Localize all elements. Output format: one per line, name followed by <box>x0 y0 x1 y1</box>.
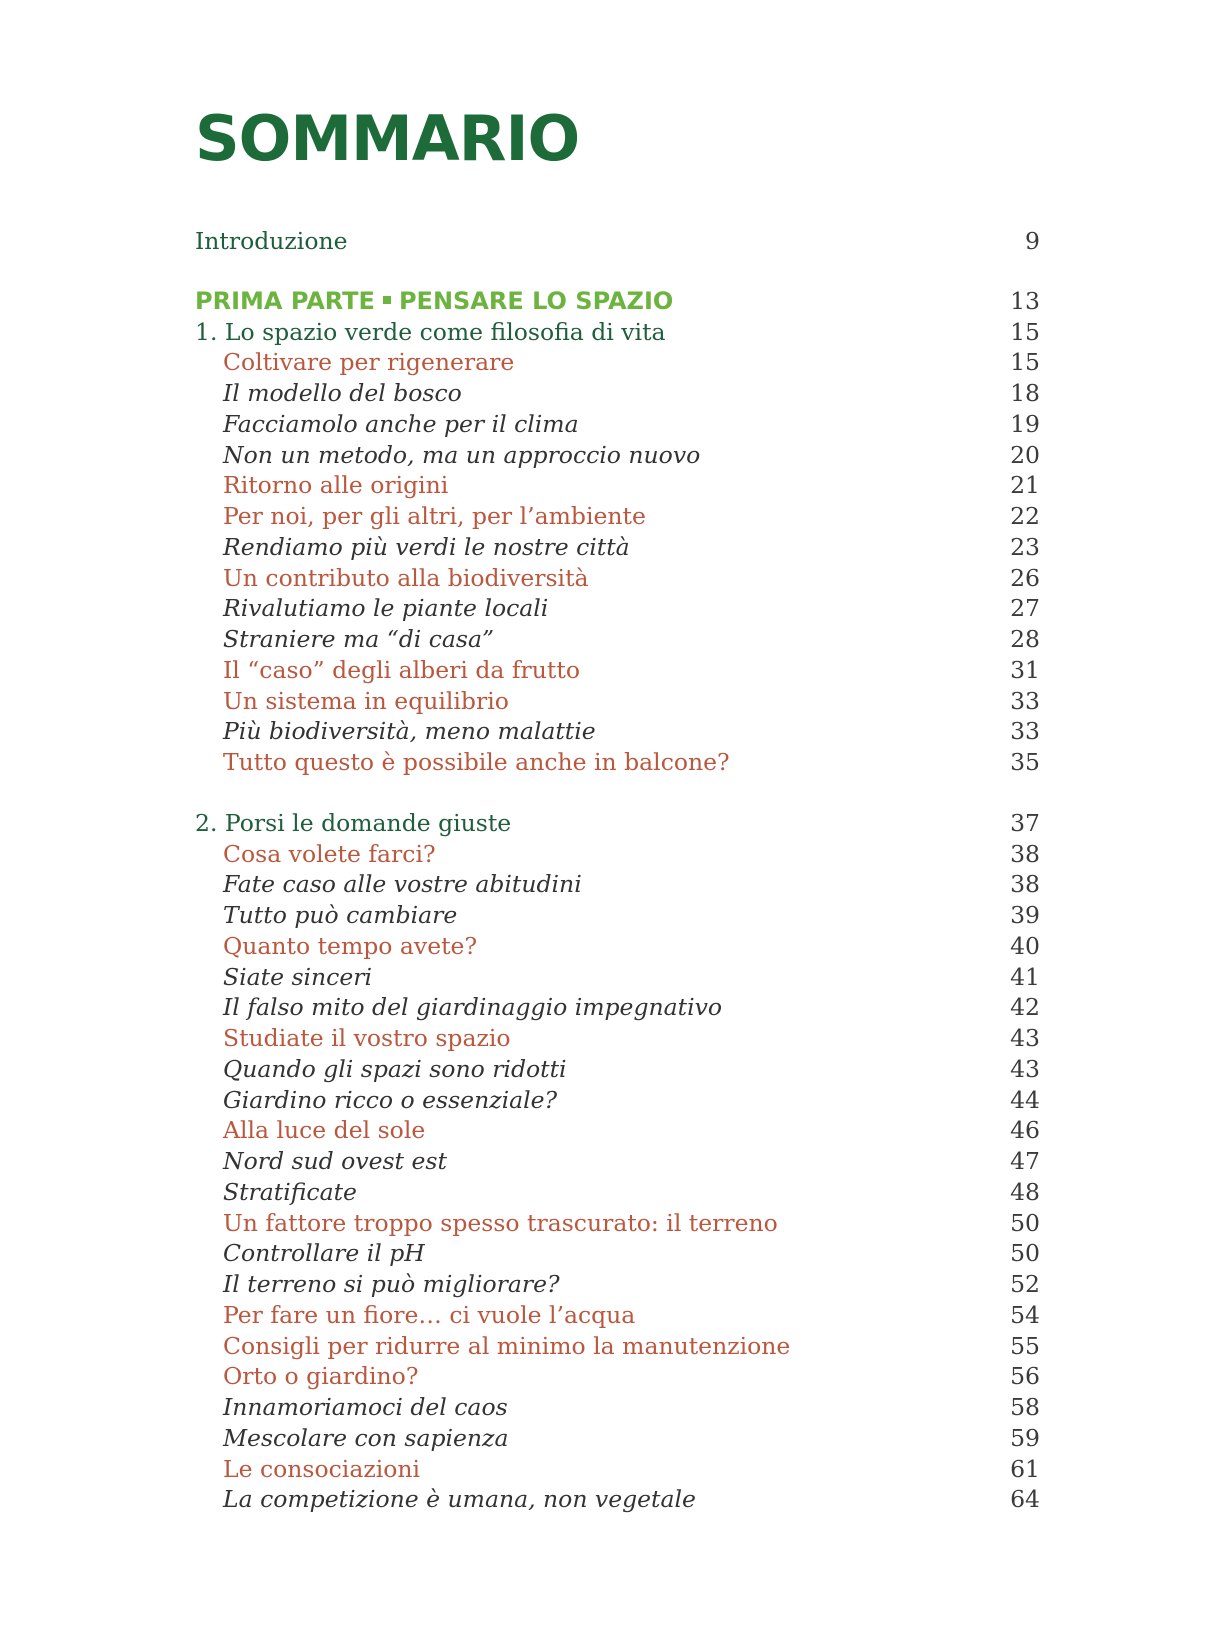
toc-page-number: 21 <box>1010 471 1040 500</box>
toc-entry-label: Ritorno alle origini <box>223 471 449 500</box>
toc-entry-label: Straniere ma “di casa” <box>223 625 495 653</box>
part-label <box>195 286 673 317</box>
toc-entry-label: Nord sud ovest est <box>223 1147 447 1175</box>
toc-subsection <box>195 1054 1040 1085</box>
toc-page-number: 40 <box>1010 931 1040 960</box>
part-label-a: PRIMA PARTE <box>195 286 375 315</box>
toc-entry-label: Il “caso” degli alberi da frutto <box>223 655 580 684</box>
toc-page-number: 55 <box>1010 1331 1040 1360</box>
toc-page-number: 48 <box>1010 1177 1040 1206</box>
toc-entry-label: Le consociazioni <box>223 1454 421 1483</box>
toc-section <box>195 1023 1040 1054</box>
toc-section <box>195 747 1040 778</box>
toc-subsection <box>195 992 1040 1023</box>
toc-subsection <box>195 900 1040 931</box>
toc-entry-label: Mescolare con sapienza <box>223 1423 509 1452</box>
toc-page-number: 23 <box>1010 532 1040 561</box>
toc-page-number: 52 <box>1010 1270 1040 1298</box>
toc-page-number: 58 <box>1010 1393 1040 1421</box>
toc-entry-label: Quanto tempo avete? <box>223 931 478 960</box>
toc-chapter-1 <box>195 317 1040 348</box>
toc-page-number: 37 <box>1010 808 1040 837</box>
toc-subsection <box>195 1238 1040 1269</box>
toc-page-number: 39 <box>1010 901 1040 929</box>
chapter-label: 2. Porsi le domande giuste <box>195 808 512 837</box>
toc-subsection <box>195 532 1040 563</box>
toc-page-number: 35 <box>1010 748 1040 776</box>
toc-entry-label: Consigli per ridurre al minimo la manutenzione <box>223 1331 791 1360</box>
toc-page-number: 59 <box>1010 1423 1040 1452</box>
toc-page-number: 54 <box>1010 1300 1040 1329</box>
toc-entry-label: Non un metodo, ma un approccio nuovo <box>223 440 701 469</box>
toc-page-number: 19 <box>1010 409 1040 438</box>
toc-section <box>195 1300 1040 1331</box>
toc-section <box>195 470 1040 501</box>
toc-entry-label: Innamoriamoci del caos <box>223 1393 508 1421</box>
toc-page-number: 38 <box>1010 839 1040 868</box>
toc-page-number: 18 <box>1010 379 1040 407</box>
toc-page-number: 28 <box>1010 625 1040 653</box>
toc-section <box>195 1115 1040 1146</box>
toc-entry-label: La competizione è umana, non vegetale <box>223 1485 696 1514</box>
toc-page-number: 33 <box>1010 717 1040 746</box>
toc-section <box>195 1361 1040 1392</box>
toc-page-number: 27 <box>1010 594 1040 623</box>
toc-page-number: 46 <box>1010 1116 1040 1145</box>
toc-entry-label: Il falso mito del giardinaggio impegnativo <box>223 993 723 1022</box>
toc-page-number: 26 <box>1010 563 1040 592</box>
toc-subsection <box>195 962 1040 993</box>
toc-page-number: 64 <box>1010 1485 1040 1514</box>
toc-section <box>195 1331 1040 1362</box>
toc-entry-label: Giardino ricco o essenziale? <box>223 1085 558 1114</box>
toc-subsection <box>195 624 1040 655</box>
toc-entry-label: Il terreno si può migliorare? <box>223 1270 560 1298</box>
toc-entry-label: Tutto può cambiare <box>223 901 458 929</box>
toc-section <box>195 501 1040 532</box>
toc-entry-label: Stratificate <box>223 1177 357 1206</box>
toc-entry-label: Un fattore troppo spesso trascurato: il terreno <box>223 1208 778 1237</box>
toc-subsection <box>195 378 1040 409</box>
toc-section <box>195 655 1040 686</box>
toc-subsection <box>195 716 1040 747</box>
toc-page-number: 44 <box>1010 1085 1040 1114</box>
toc-entry-label: Studiate il vostro spazio <box>223 1024 511 1052</box>
toc-entry-label: Rivalutiamo le piante locali <box>223 594 549 623</box>
toc-entry-label: Per noi, per gli altri, per l’ambiente <box>223 502 646 530</box>
toc-page-number: 56 <box>1010 1362 1040 1391</box>
toc-entry-label: Un sistema in equilibrio <box>223 686 509 715</box>
toc-page-number: 50 <box>1010 1239 1040 1268</box>
toc-page-number: 47 <box>1010 1147 1040 1175</box>
toc-entry-label: Controllare il pH <box>223 1239 425 1268</box>
chapter-2-entries <box>195 839 1040 1516</box>
toc-page-number: 43 <box>1010 1054 1040 1083</box>
toc-entry-label: Il modello del bosco <box>223 379 462 407</box>
toc-page-number: 38 <box>1010 870 1040 899</box>
chapter-1-entries <box>195 347 1040 778</box>
part-label-b: PENSARE LO SPAZIO <box>398 286 674 315</box>
toc-subsection <box>195 1085 1040 1116</box>
toc-subsection <box>195 1392 1040 1423</box>
toc-page-number: 31 <box>1010 655 1040 684</box>
toc-entry-label: Tutto questo è possibile anche in balcone? <box>223 748 730 776</box>
toc-page-number: 42 <box>1010 993 1040 1022</box>
toc-chapter-2 <box>195 808 1040 839</box>
toc-subsection <box>195 593 1040 624</box>
toc-page-number: 20 <box>1010 440 1040 469</box>
toc-subsection <box>195 1146 1040 1177</box>
toc-page-number: 13 <box>1010 286 1040 315</box>
table-of-contents <box>195 226 1040 1515</box>
toc-intro <box>195 226 1040 257</box>
toc-page-number: 33 <box>1010 686 1040 715</box>
toc-entry-label: Per fare un fiore… ci vuole l’acqua <box>223 1300 636 1329</box>
separator-square-icon <box>383 296 391 304</box>
toc-page-number: 61 <box>1010 1454 1040 1483</box>
toc-page-number: 50 <box>1010 1208 1040 1237</box>
toc-entry-label: Orto o giardino? <box>223 1362 419 1391</box>
chapter-label: 1. Lo spazio verde come filosofia di vita <box>195 317 666 346</box>
toc-subsection <box>195 1484 1040 1515</box>
toc-part <box>195 286 1040 317</box>
toc-entry-label: Introduzione <box>195 227 348 255</box>
toc-entry-label: Alla luce del sole <box>223 1116 426 1145</box>
toc-section <box>195 1208 1040 1239</box>
toc-page-number: 43 <box>1010 1024 1040 1052</box>
toc-entry-label: Rendiamo più verdi le nostre città <box>223 532 630 561</box>
toc-page-number: 15 <box>1010 317 1040 346</box>
toc-entry-label: Coltivare per rigenerare <box>223 348 515 377</box>
toc-subsection <box>195 1269 1040 1300</box>
toc-entry-label: Quando gli spazi sono ridotti <box>223 1054 567 1083</box>
toc-entry-label: Facciamolo anche per il clima <box>223 409 579 438</box>
toc-subsection <box>195 1423 1040 1454</box>
toc-subsection <box>195 409 1040 440</box>
toc-page-number: 22 <box>1010 502 1040 530</box>
toc-subsection <box>195 869 1040 900</box>
toc-entry-label: Fate caso alle vostre abitudini <box>223 870 582 899</box>
toc-page-number: 9 <box>1025 227 1040 255</box>
toc-page-number: 15 <box>1010 348 1040 377</box>
toc-section <box>195 1454 1040 1485</box>
toc-section <box>195 563 1040 594</box>
toc-section <box>195 931 1040 962</box>
toc-entry-label: Un contributo alla biodiversità <box>223 563 589 592</box>
toc-section <box>195 686 1040 717</box>
toc-page-number: 41 <box>1010 962 1040 991</box>
page-title: SOMMARIO <box>195 102 580 175</box>
toc-subsection <box>195 1177 1040 1208</box>
toc-subsection <box>195 440 1040 471</box>
toc-entry-label: Siate sinceri <box>223 962 372 991</box>
toc-entry-label: Cosa volete farci? <box>223 839 436 868</box>
toc-section <box>195 347 1040 378</box>
toc-entry-label: Più biodiversità, meno malattie <box>223 717 596 746</box>
toc-section <box>195 839 1040 870</box>
